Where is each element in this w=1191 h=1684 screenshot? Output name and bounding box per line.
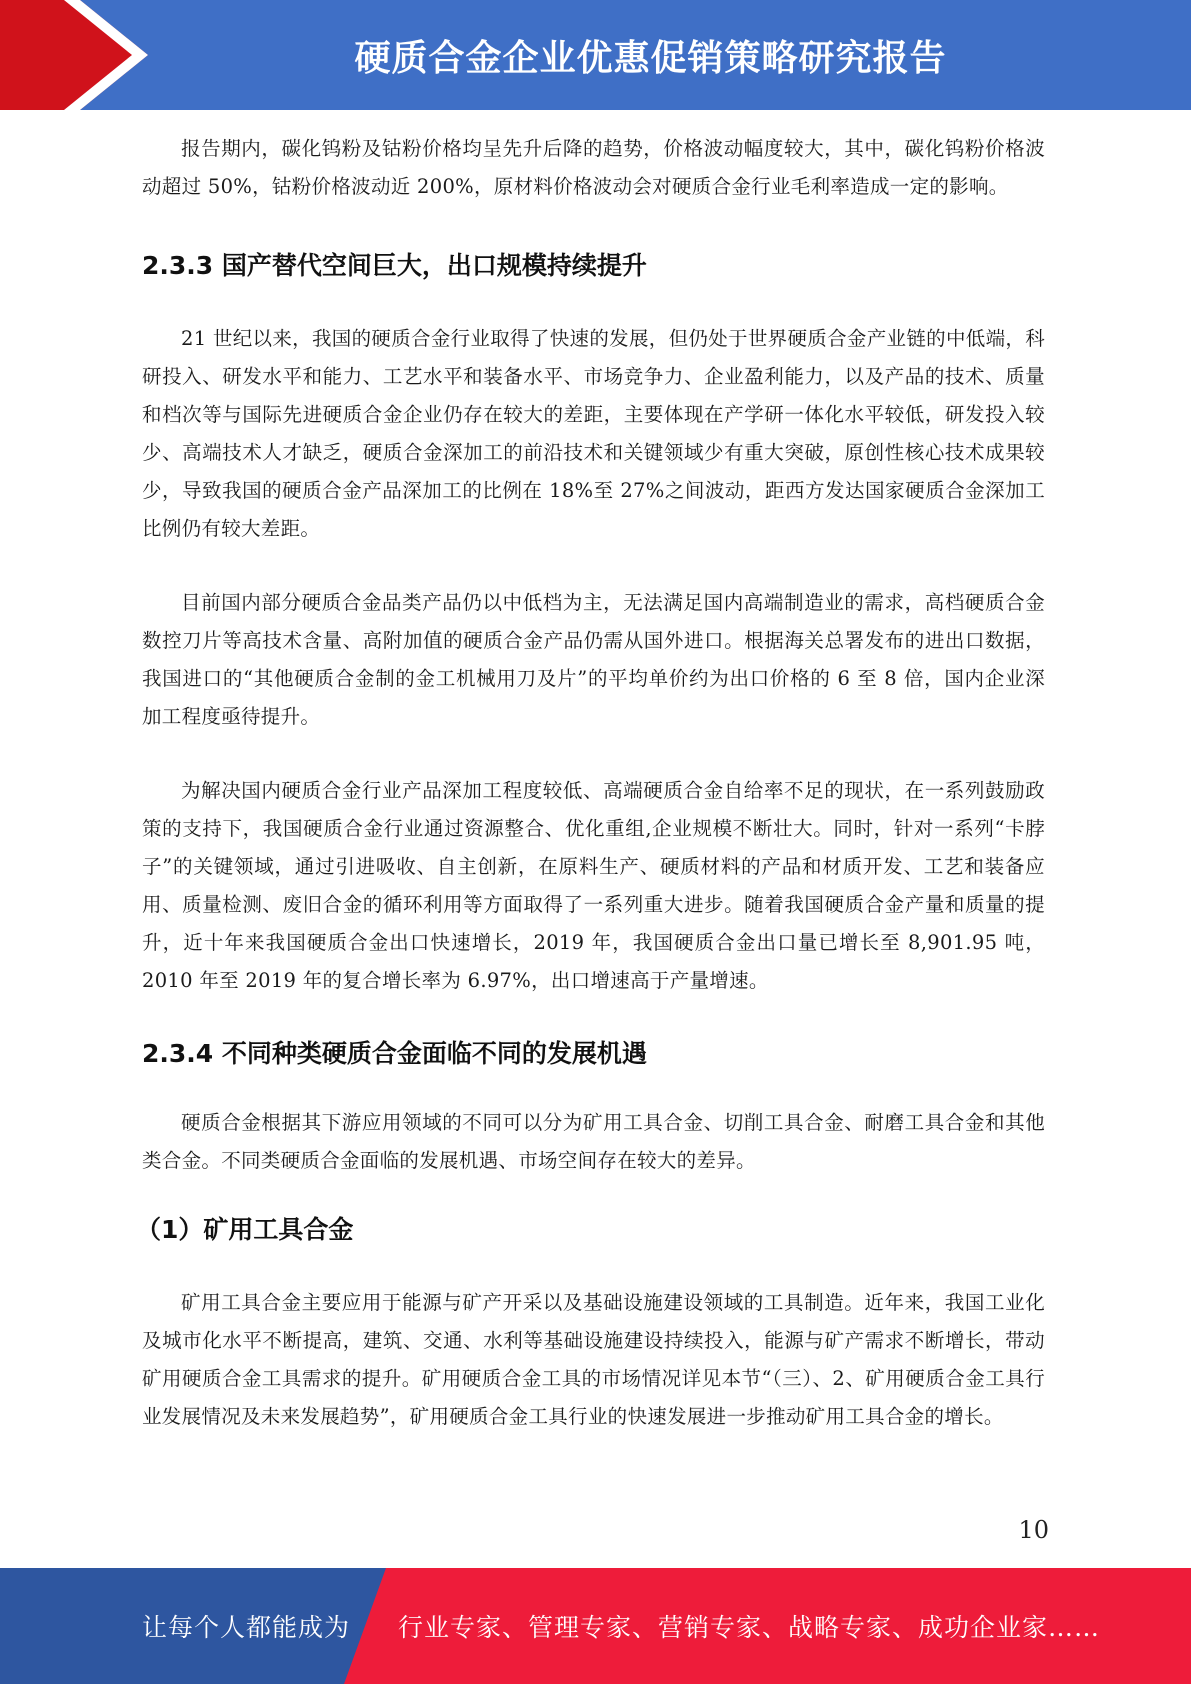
paragraph-2-3-3-3: 为解决国内硬质合金行业产品深加工程度较低、高端硬质合金自给率不足的现状，在一系列鼓励政策的支持下，我国硬质合金行业通过资源整合、优化重组,企业规模不断壮大。同时，针对一系列“卡脖子”的关键领域，通过引进吸收、自主创新，在原料生产、硬质材料的产品和材质开发、工艺和装备应用、质量检测、废旧合金的循环利用等方面取得了一系列重大进步。随着我国硬质合金产量和质量的提升，近十年来我国硬质合金出口快速增长，2019 年，我国硬质合金出口量已增长至 8,901.95 吨，2010 年至 2019 年的复合增长率为 6.97%，出口增速高于产量增速。 — [142, 779, 1045, 992]
page-number: 10 — [1018, 1516, 1049, 1544]
paragraph-2-3-3-1: 21 世纪以来，我国的硬质合金行业取得了快速的发展，但仍处于世界硬质合金产业链的中低端，科研投入、研发水平和能力、工艺水平和装备水平、市场竞争力、企业盈利能力，以及产品的技术、质量和档次等与国际先进硬质合金企业仍存在较大的差距，主要体现在产学研一体化水平较低，研发投入较少、高端技术人才缺乏，硬质合金深加工的前沿技术和关键领域少有重大突破，原创性核心技术成果较少，导致我国的硬质合金产品深加工的比例在 18%至 27%之间波动，距西方发达国家硬质合金深加工比例仍有较大差距。 — [142, 327, 1045, 540]
paragraph-2-3-4-1: 硬质合金根据其下游应用领域的不同可以分为矿用工具合金、切削工具合金、耐磨工具合金和其他类合金。不同类硬质合金面临的发展机遇、市场空间存在较大的差异。 — [142, 1111, 1045, 1172]
paragraph-mining-tool-alloy: 矿用工具合金主要应用于能源与矿产开采以及基础设施建设领域的工具制造。近年来，我国工业化及城市化水平不断提高，建筑、交通、水利等基础设施建设持续投入，能源与矿产需求不断增长，带动矿用硬质合金工具需求的提升。矿用硬质合金工具的市场情况详见本节“（三）、2、矿用硬质合金工具行业发展情况及未来发展趋势”，矿用硬质合金工具行业的快速发展进一步推动矿用工具合金的增长。 — [142, 1291, 1045, 1428]
paragraph-2-3-3-2: 目前国内部分硬质合金品类产品仍以中低档为主，无法满足国内高端制造业的需求，高档硬质合金数控刀片等高技术含量、高附加值的硬质合金产品仍需从国外进口。根据海关总署发布的进出口数据，我国进口的“其他硬质合金制的金工机械用刀及片”的平均单价约为出口价格的 6 至 8 倍，国内企业深加工程度亟待提升。 — [142, 591, 1045, 728]
page-footer — [0, 1568, 1191, 1684]
document-title: 硬质合金企业优惠促销策略研究报告 — [354, 37, 947, 79]
footer-slogan-right: 行业专家、管理专家、营销专家、战略专家、成功企业家…… — [398, 1613, 1101, 1642]
subsection-title-mining-tool-alloy: （1）矿用工具合金 — [136, 1215, 354, 1244]
page-body — [136, 130, 1045, 1436]
section-title-2-3-3: 2.3.3 国产替代空间巨大，出口规模持续提升 — [142, 251, 647, 280]
section-title-2-3-4: 2.3.4 不同种类硬质合金面临不同的发展机遇 — [142, 1039, 647, 1068]
paragraph-intro: 报告期内，碳化钨粉及钴粉价格均呈先升后降的趋势，价格波动幅度较大，其中，碳化钨粉价格波动超过 50%，钴粉价格波动近 200%，原材料价格波动会对硬质合金行业毛利率造成一定的影响。 — [142, 137, 1045, 198]
page-header — [0, 0, 1191, 110]
footer-slogan-left: 让每个人都能成为 — [142, 1613, 351, 1642]
